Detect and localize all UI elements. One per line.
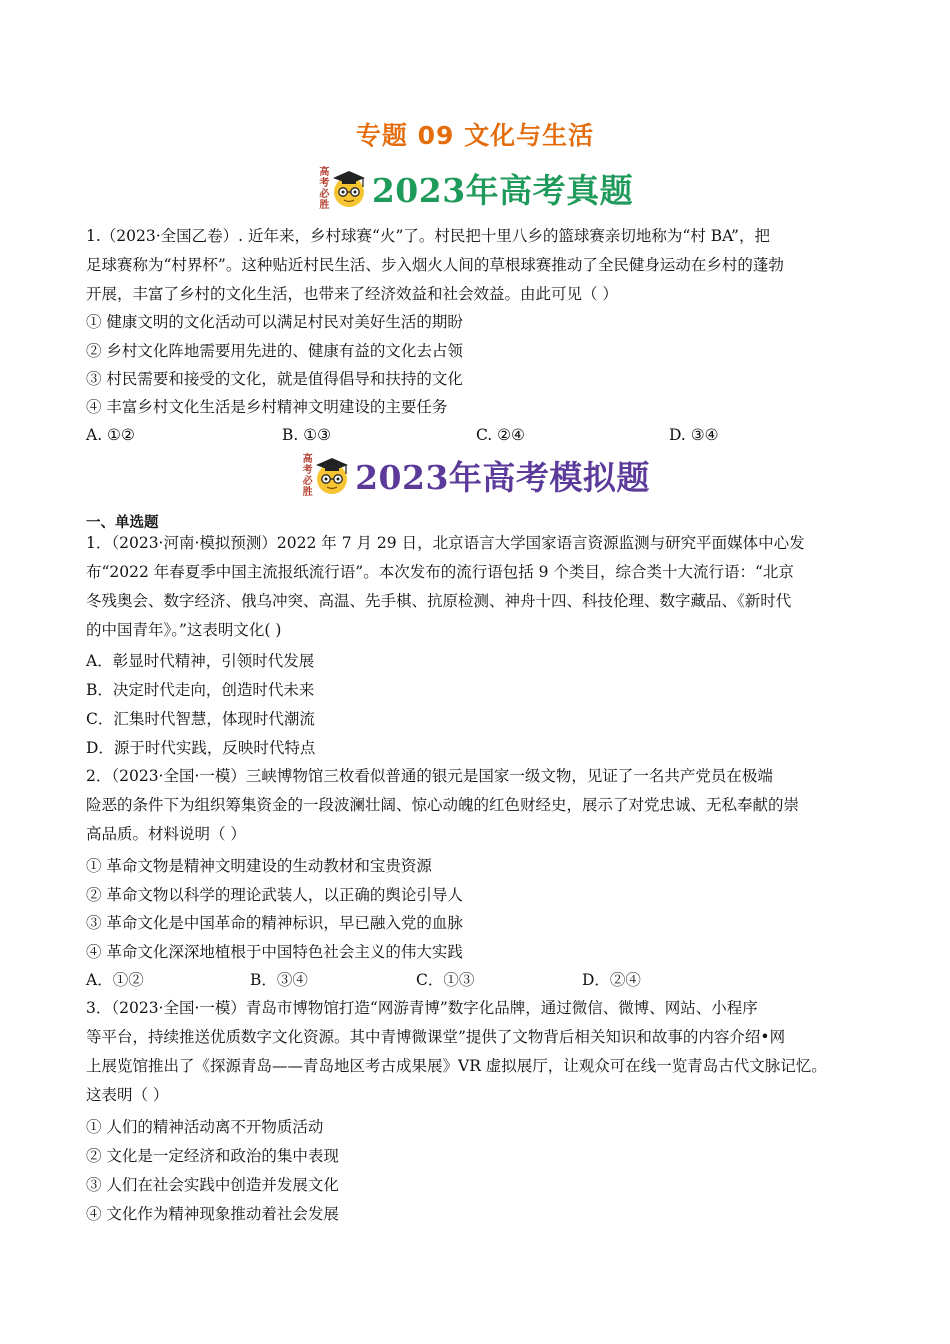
option-a: A．①②: [86, 971, 144, 989]
mock-q2-line: 险恶的条件下为组织筹集资金的一段波澜壮阔、惊心动魄的红色财经史，展示了对党忠诚、无私奉献的崇: [86, 796, 800, 814]
mock-q3-statement: ③ 人们在社会实践中创造并发展文化: [86, 1176, 339, 1194]
exam-statement: ④ 丰富乡村文化生活是乡村精神文明建设的主要任务: [86, 398, 448, 416]
mock-q1-line: 1．（2023·河南·模拟预测）2022 年 7 月 29 日，北京语言大学国家语言资源监测与研究平面媒体中心发: [86, 534, 805, 552]
exam-question-line: 1.（2023·全国乙卷）. 近年来，乡村球赛“火”了。村民把十里八乡的篮球赛亲切地称为“村 BA”，把: [86, 227, 770, 245]
option-b: B. ①③: [282, 426, 332, 444]
graduate-emoji-icon: [313, 455, 351, 495]
option-d: D. ③④: [669, 426, 719, 444]
exam-banner-seal: 高考必胜: [316, 166, 328, 210]
mock-q3-line: 这表明（ ）: [86, 1086, 169, 1104]
mock-q3-line: 等平台，持续推送优质数字文化资源。其中青博微课堂”提供了文物背后相关知识和故事的内容介绍•网: [86, 1028, 786, 1046]
mock-q3-line: 上展览馆推出了《探源青岛——青岛地区考古成果展》VR 虚拟展厅，让观众可在线一览青岛古代文脉记忆。: [86, 1057, 827, 1075]
mock-q1-option: A．彰显时代精神，引领时代发展: [86, 652, 315, 670]
mock-q1-option: D．源于时代实践，反映时代特点: [86, 739, 316, 757]
option-b: B．③④: [250, 971, 308, 989]
mock-q3-statement: ② 文化是一定经济和政治的集中表现: [86, 1147, 339, 1165]
mock-q2-statement: ① 革命文物是精神文明建设的生动教材和宝贵资源: [86, 857, 432, 875]
mock-q2-statement: ③ 革命文化是中国革命的精神标识，早已融入党的血脉: [86, 914, 463, 932]
exam-question-line: 开展，丰富了乡村的文化生活，也带来了经济效益和社会效益。由此可见（ ）: [86, 285, 618, 303]
mock-q2-line: 高品质。材料说明（ ）: [86, 825, 246, 843]
exam-banner: [0, 163, 950, 213]
page-title: 专题 09 文化与生活: [355, 121, 595, 150]
mock-banner: [0, 450, 950, 500]
mock-q2-options: [86, 970, 886, 990]
mock-q3-statement: ① 人们的精神活动离不开物质活动: [86, 1118, 324, 1136]
mock-q1-option: B．决定时代走向，创造时代未来: [86, 681, 315, 699]
option-c: C. ②④: [476, 426, 525, 444]
mock-q2-statement: ④ 革命文化深深地植根于中国特色社会主义的伟大实践: [86, 943, 463, 961]
mock-q1-line: 冬残奥会、数字经济、俄乌冲突、高温、先手棋、抗原检测、神舟十四、科技伦理、数字藏品、《新时代: [86, 592, 792, 610]
mock-q1-option: C．汇集时代智慧，体现时代潮流: [86, 710, 315, 728]
mock-q3-line: 3．（2023·全国·一模）青岛市博物馆打造“网游青博”数字化品牌，通过微信、微博、网站、小程序: [86, 999, 758, 1017]
exam-statement: ① 健康文明的文化活动可以满足村民对美好生活的期盼: [86, 313, 463, 331]
exam-question-line: 足球赛称为“村界杯”。这种贴近村民生活、步入烟火人间的草根球赛推动了全民健身运动在乡村的蓬勃: [86, 256, 784, 274]
exam-statement: ② 乡村文化阵地需要用先进的、健康有益的文化去占领: [86, 342, 463, 360]
mock-q1-line: 的中国青年》。”这表明文化( ): [86, 621, 282, 639]
exam-options: [86, 425, 886, 445]
graduate-emoji-icon: [330, 168, 368, 208]
mock-q2-line: 2．（2023·全国·一模）三峡博物馆三枚看似普通的银元是国家一级文物，见证了一名共产党员在极端: [86, 767, 773, 785]
mock-q3-statement: ④ 文化作为精神现象推动着社会发展: [86, 1205, 339, 1223]
mock-q1-line: 布“2022 年春夏季中国主流报纸流行语”。本次发布的流行语包括 9 个类目，综合类十大流行语：“北京: [86, 563, 794, 581]
mock-banner-seal: 高考必胜: [300, 453, 312, 497]
mock-banner-text: 2023年高考模拟题: [355, 457, 650, 497]
exam-banner-text: 2023年高考真题: [371, 170, 634, 210]
option-a: A. ①②: [86, 426, 135, 444]
option-c: C．①③: [416, 971, 475, 989]
option-d: D．②④: [582, 971, 641, 989]
section-heading: 一、单选题: [86, 515, 159, 531]
exam-statement: ③ 村民需要和接受的文化，就是值得倡导和扶持的文化: [86, 370, 463, 388]
mock-q2-statement: ② 革命文物以科学的理论武装人，以正确的舆论引导人: [86, 886, 463, 904]
